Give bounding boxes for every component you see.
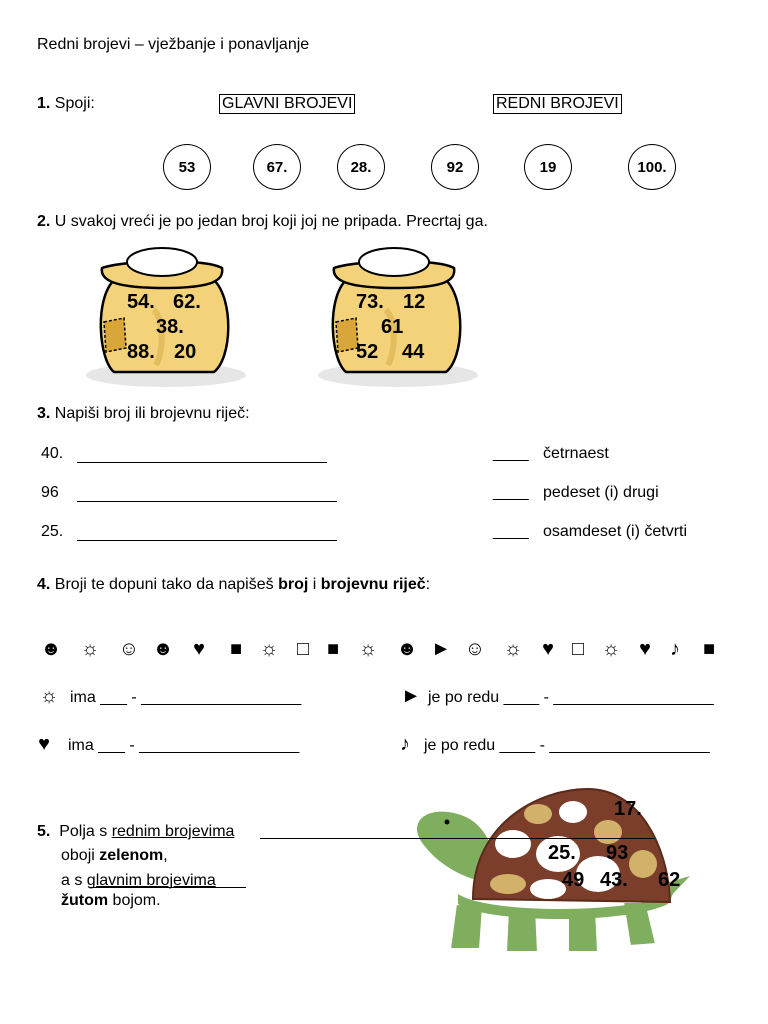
box-glavni-brojevi: GLAVNI BROJEVI bbox=[219, 94, 355, 114]
task4-bold: broj bbox=[278, 576, 309, 593]
task4-question[interactable]: ima ___ - __________________ bbox=[70, 689, 302, 706]
task3-left-label: 25. bbox=[41, 523, 64, 540]
task4-question[interactable]: ima ___ - __________________ bbox=[68, 737, 300, 754]
number-circle[interactable]: 53 bbox=[163, 144, 211, 190]
task5-text: oboji bbox=[61, 847, 100, 864]
smiley-filled-icon: ☻ bbox=[40, 638, 62, 660]
task5-rule-line bbox=[260, 838, 655, 839]
task4-bold: brojevnu riječ bbox=[320, 576, 426, 593]
task4-text: Broji te dopuni tako da napišeš bbox=[54, 576, 279, 593]
task3-number: 3. bbox=[37, 405, 51, 422]
task5-line2 bbox=[61, 847, 168, 865]
sun-icon: ☼ bbox=[358, 638, 378, 660]
turtle-number[interactable]: 49 bbox=[562, 869, 585, 891]
task3-text: Napiši broj ili brojevnu riječ: bbox=[54, 405, 250, 422]
turtle-number[interactable]: 62 bbox=[658, 869, 681, 891]
square-filled-icon: ■ bbox=[702, 638, 716, 660]
square-filled-icon: ■ bbox=[229, 638, 243, 660]
task2-text: U svakoj vreći je po jedan broj koji joj ne pripada. Precrtaj ga. bbox=[54, 213, 488, 230]
sack1-number[interactable]: 62. bbox=[173, 291, 201, 313]
task4-question[interactable]: je po redu ____ - __________________ bbox=[424, 737, 710, 754]
turtle-number[interactable]: 43. bbox=[600, 869, 628, 891]
sack1-number[interactable]: 54. bbox=[127, 291, 155, 313]
sack1-number[interactable]: 88. bbox=[127, 341, 155, 363]
task4-heading bbox=[37, 576, 430, 594]
number-circle[interactable]: 19 bbox=[524, 144, 572, 190]
task3-left-label: 96 bbox=[41, 484, 59, 501]
sack2-number[interactable]: 61 bbox=[381, 316, 404, 338]
sack2-number[interactable]: 44 bbox=[402, 341, 425, 363]
smiley-icon: ☺ bbox=[118, 638, 140, 660]
task5-text: bojom. bbox=[108, 892, 161, 909]
sun-icon: ☼ bbox=[39, 685, 59, 707]
music-note-icon: ♪ bbox=[400, 733, 410, 755]
task2-heading bbox=[37, 213, 488, 231]
task5-text: Polja s bbox=[59, 823, 112, 840]
smiley-filled-icon: ☻ bbox=[152, 638, 174, 660]
number-circle[interactable]: 67. bbox=[253, 144, 301, 190]
sack2-number[interactable]: 73. bbox=[356, 291, 384, 313]
task5-number: 5. bbox=[37, 823, 51, 840]
turtle-icon bbox=[398, 784, 698, 956]
task5-line1 bbox=[37, 823, 234, 841]
task1-text: Spoji: bbox=[54, 95, 95, 112]
task5-text: , bbox=[163, 847, 168, 864]
sack2-number[interactable]: 52 bbox=[356, 341, 379, 363]
turtle-number[interactable]: 93 bbox=[606, 842, 629, 864]
task3-right-line[interactable]: ____ bbox=[493, 523, 529, 540]
task3-right-word: osamdeset (i) četvrti bbox=[543, 523, 688, 540]
sun-icon: ☼ bbox=[601, 638, 621, 660]
task3-right-word: pedeset (i) drugi bbox=[543, 484, 659, 501]
sack-icon bbox=[84, 240, 249, 390]
play-icon: ► bbox=[431, 638, 451, 660]
page-title: Redni brojevi – vježbanje i ponavljanje bbox=[37, 36, 310, 53]
answer-line[interactable] bbox=[77, 462, 327, 463]
square-filled-icon: ■ bbox=[326, 638, 340, 660]
task2-number: 2. bbox=[37, 213, 51, 230]
number-circle[interactable]: 28. bbox=[337, 144, 385, 190]
heart-icon: ♥ bbox=[38, 733, 50, 755]
square-outline-icon: □ bbox=[296, 638, 310, 660]
task3-right-word: četrnaest bbox=[543, 445, 609, 462]
sack-icon bbox=[316, 240, 481, 390]
task5-bold: zelenom bbox=[99, 847, 164, 864]
square-outline-icon: □ bbox=[571, 638, 585, 660]
task4-text: : bbox=[425, 576, 431, 593]
heart-icon: ♥ bbox=[639, 638, 651, 660]
task5-bold: žutom bbox=[61, 892, 109, 909]
task5-underlined: rednim brojevima bbox=[111, 823, 235, 840]
answer-line[interactable] bbox=[77, 501, 337, 502]
sack-1 bbox=[84, 240, 249, 390]
play-icon: ► bbox=[401, 685, 421, 707]
number-circle[interactable]: 100. bbox=[628, 144, 676, 190]
task3-heading bbox=[37, 405, 250, 423]
task5-rule-line bbox=[90, 887, 246, 888]
heart-icon: ♥ bbox=[193, 638, 205, 660]
sack1-number[interactable]: 38. bbox=[156, 316, 184, 338]
sun-icon: ☼ bbox=[259, 638, 279, 660]
number-circle[interactable]: 92 bbox=[431, 144, 479, 190]
task3-left-label: 40. bbox=[41, 445, 64, 462]
answer-line[interactable] bbox=[77, 540, 337, 541]
heart-icon: ♥ bbox=[542, 638, 554, 660]
task4-text: i bbox=[308, 576, 321, 593]
task1-number: 1. bbox=[37, 95, 51, 112]
task3-right-line[interactable]: ____ bbox=[493, 445, 529, 462]
sack1-number[interactable]: 20 bbox=[174, 341, 197, 363]
task5-text: a s bbox=[61, 872, 87, 889]
turtle-number[interactable]: 25. bbox=[548, 842, 576, 864]
turtle-illustration bbox=[398, 784, 698, 956]
box-redni-brojevi: REDNI BROJEVI bbox=[493, 94, 622, 114]
music-note-icon: ♪ bbox=[670, 638, 680, 660]
sun-icon: ☼ bbox=[80, 638, 100, 660]
sack-2 bbox=[316, 240, 481, 390]
task4-question[interactable]: je po redu ____ - __________________ bbox=[428, 689, 714, 706]
task5-line4 bbox=[61, 892, 161, 910]
sun-icon: ☼ bbox=[503, 638, 523, 660]
task3-right-line[interactable]: ____ bbox=[493, 484, 529, 501]
task4-number: 4. bbox=[37, 576, 51, 593]
smiley-icon: ☺ bbox=[464, 638, 486, 660]
task5-underlined: glavnim brojevima bbox=[86, 872, 216, 889]
turtle-number[interactable]: 17. bbox=[614, 798, 642, 820]
smiley-filled-icon: ☻ bbox=[396, 638, 418, 660]
sack2-number[interactable]: 12 bbox=[403, 291, 426, 313]
task1-heading bbox=[37, 95, 95, 113]
